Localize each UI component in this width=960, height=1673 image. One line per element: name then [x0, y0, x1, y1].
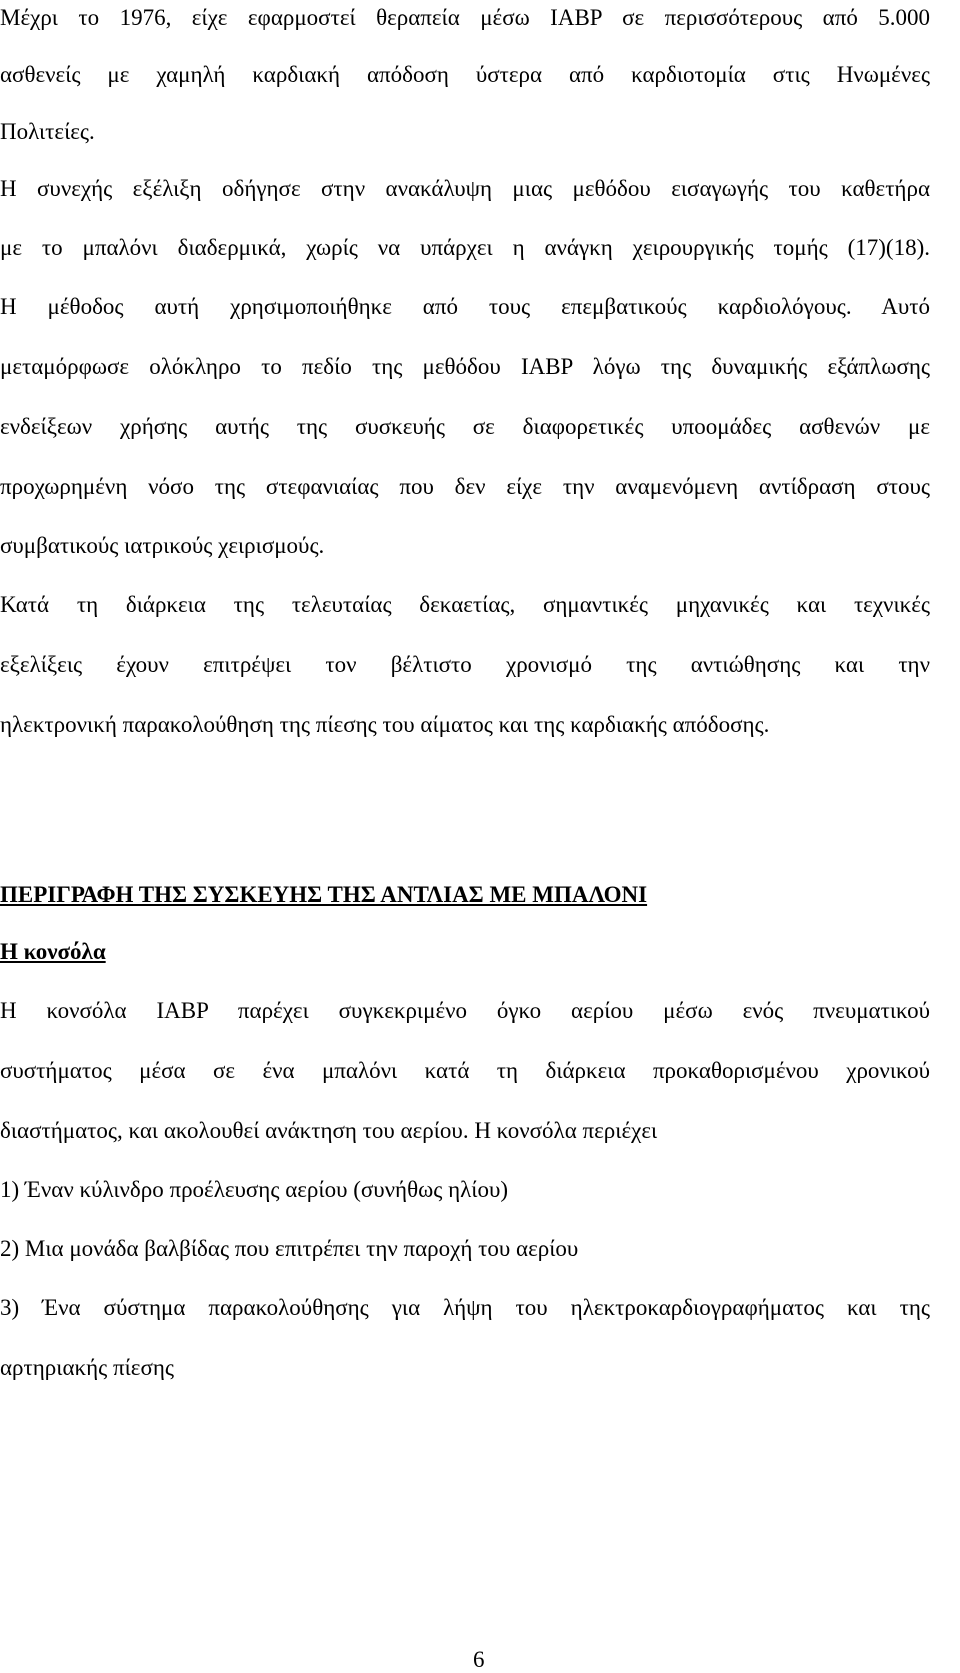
- list-item: 1) Έναν κύλινδρο προέλευσης αερίου (συνήθως ηλίου): [0, 1177, 509, 1202]
- paragraph-2-line-5: ενδείξεων χρήσης αυτής της συσκευής σε διαφορετικές υποομάδες ασθενών με: [0, 414, 930, 439]
- console-paragraph-line-1: Η κονσόλα IABP παρέχει συγκεκριμένο όγκο αερίου μέσω ενός πνευματικού: [0, 998, 930, 1023]
- list-item: 2) Μια μονάδα βαλβίδας που επιτρέπει την παροχή του αερίου: [0, 1236, 579, 1261]
- paragraph-3-line-1: Κατά τη διάρκεια της τελευταίας δεκαετίας, σημαντικές μηχανικές και τεχνικές: [0, 592, 930, 617]
- section-heading: ΠΕΡΙΓΡΑΦΗ ΤΗΣ ΣΥΣΚΕΥΗΣ ΤΗΣ ΑΝΤΛΙΑΣ ΜΕ ΜΠΑΛΟΝΙ: [0, 882, 648, 907]
- list-item: 3) Ένα σύστημα παρακολούθησης για λήψη του ηλεκτροκαρδιογραφήματος και της: [0, 1295, 930, 1320]
- paragraph-1-line-2: ασθενείς με χαμηλή καρδιακή απόδοση ύστερα από καρδιοτομία στις Ηνωμένες: [0, 62, 930, 87]
- paragraph-2-line-4: μεταμόρφωσε ολόκληρο το πεδίο της μεθόδου IABP λόγω της δυναμικής εξάπλωσης: [0, 354, 930, 379]
- subheading-console: Η κονσόλα: [0, 939, 106, 964]
- console-paragraph-line-3: διαστήματος, και ακολουθεί ανάκτηση του αερίου. Η κονσόλα περιέχει: [0, 1118, 658, 1143]
- paragraph-2-line-6: προχωρημένη νόσο της στεφανιαίας που δεν είχε την αναμενόμενη αντίδραση στους: [0, 474, 930, 499]
- paragraph-2-line-7: συμβατικούς ιατρικούς χειρισμούς.: [0, 533, 325, 558]
- paragraph-1-line-1: Μέχρι το 1976, είχε εφαρμοστεί θεραπεία μέσω IABP σε περισσότερους από 5.000: [0, 5, 930, 30]
- paragraph-2-line-2: με το μπαλόνι διαδερμικά, χωρίς να υπάρχει η ανάγκη χειρουργικής τομής (17)(18).: [0, 235, 930, 260]
- page-number: 6: [473, 1647, 485, 1672]
- paragraph-3-line-2: εξελίξεις έχουν επιτρέψει τον βέλτιστο χρονισμό της αντιώθησης και την: [0, 652, 930, 677]
- paragraph-2-line-3: Η μέθοδος αυτή χρησιμοποιήθηκε από τους επεμβατικούς καρδιολόγους. Αυτό: [0, 294, 930, 319]
- paragraph-2-line-1: Η συνεχής εξέλιξη οδήγησε στην ανακάλυψη μιας μεθόδου εισαγωγής του καθετήρα: [0, 176, 930, 201]
- paragraph-3-line-3: ηλεκτρονική παρακολούθηση της πίεσης του αίματος και της καρδιακής απόδοσης.: [0, 712, 770, 737]
- list-item-continuation: αρτηριακής πίεσης: [0, 1355, 174, 1380]
- console-paragraph-line-2: συστήματος μέσα σε ένα μπαλόνι κατά τη διάρκεια προκαθορισμένου χρονικού: [0, 1058, 930, 1083]
- paragraph-1-line-3: Πολιτείες.: [0, 119, 95, 144]
